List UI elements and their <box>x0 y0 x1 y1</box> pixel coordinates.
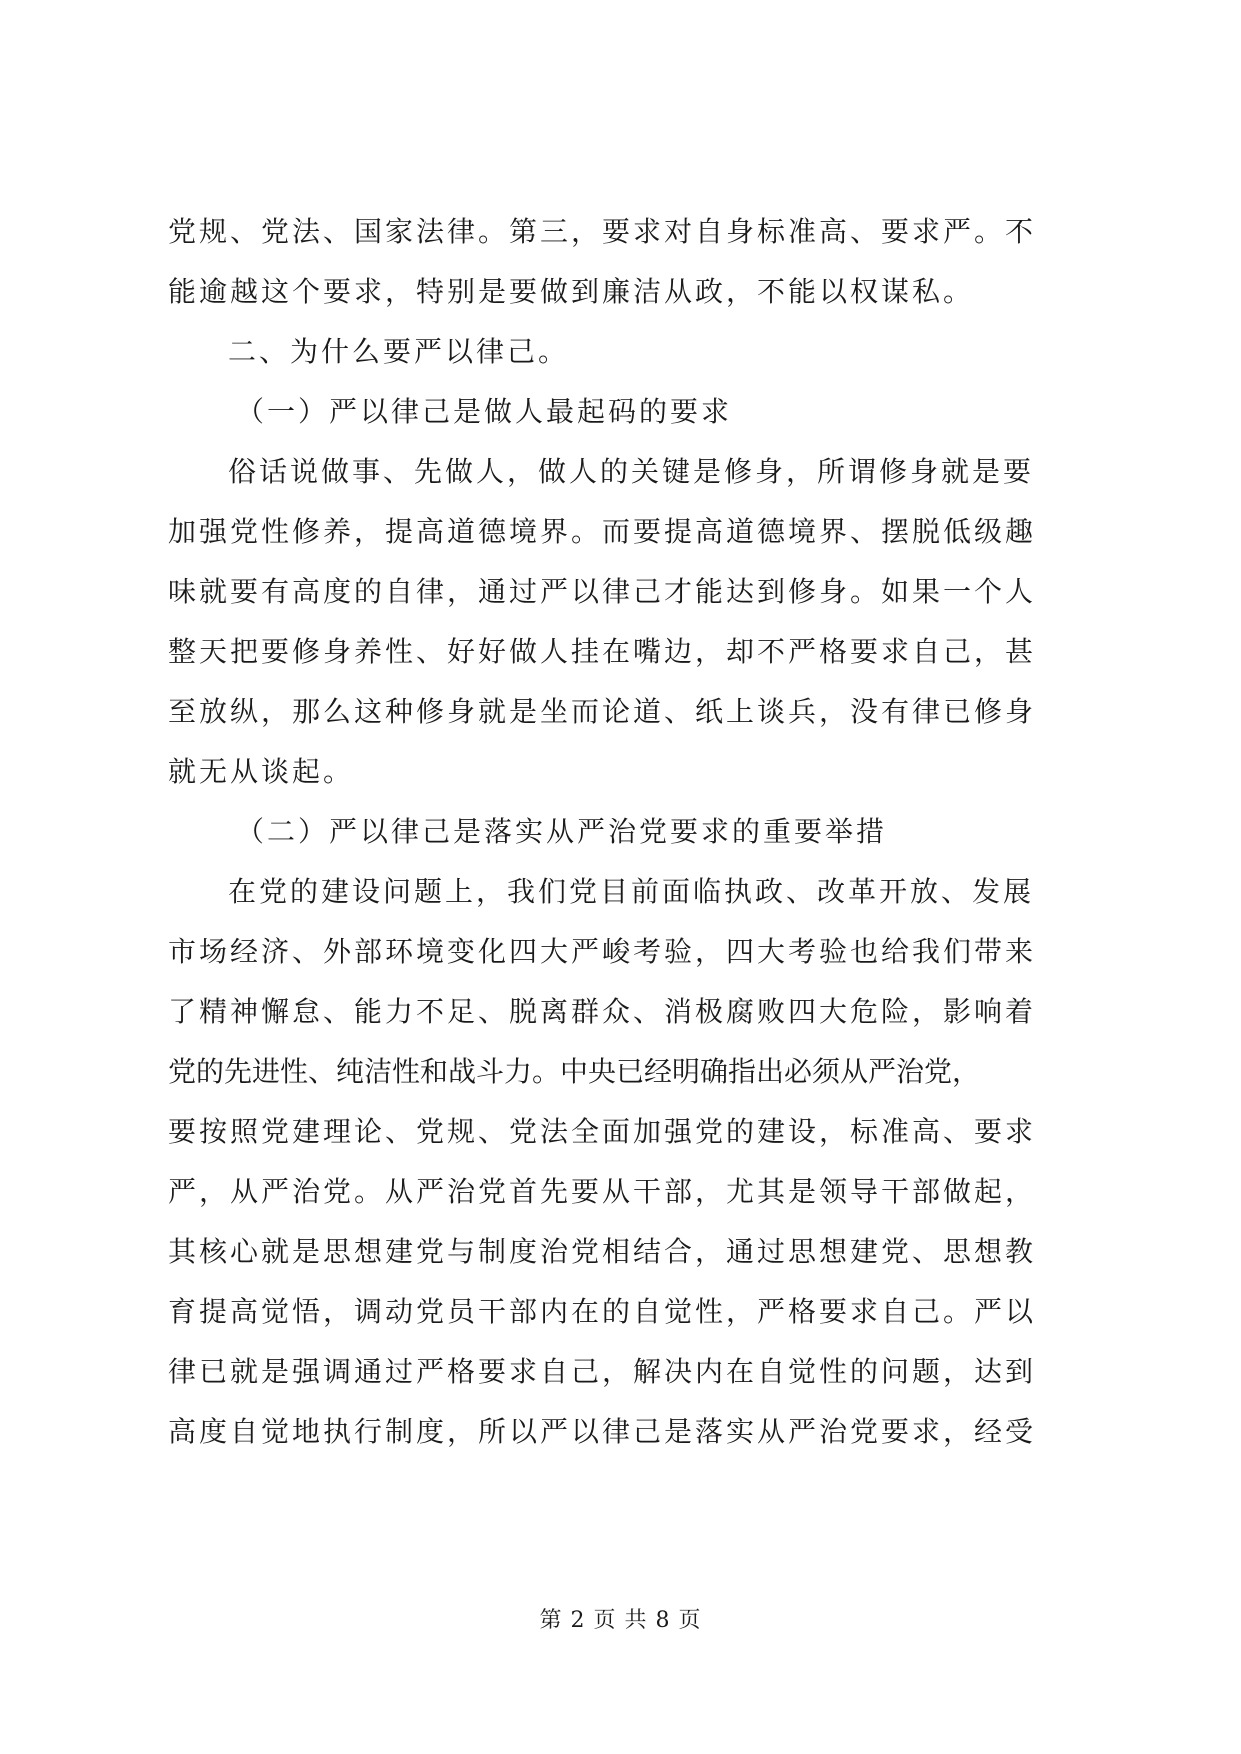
text-line: 整天把要修身养性、好好做人挂在嘴边，却不严格要求自己，甚 <box>168 635 1037 668</box>
text-line: 加强党性修养，提高道德境界。而要提高道德境界、摆脱低级趣 <box>168 515 1037 548</box>
text-line: 就无从谈起。 <box>168 755 355 788</box>
text-line: 育提高觉悟，调动党员干部内在的自觉性，严格要求自己。严以 <box>168 1295 1037 1328</box>
text-line: 要按照党建理论、党规、党法全面加强党的建设，标准高、要求 <box>168 1115 1037 1148</box>
section-heading: 二、为什么要严以律己。 <box>228 335 570 368</box>
text-line: 律已就是强调通过严格要求自己，解决内在自觉性的问题，达到 <box>168 1355 1037 1388</box>
page-number-footer: 第 2 页 共 8 页 <box>539 1608 702 1633</box>
paragraph-first-line: 俗话说做事、先做人，做人的关键是修身，所谓修身就是要 <box>228 455 1035 488</box>
text-line: 党规、党法、国家法律。第三，要求对自身标准高、要求严。不 <box>168 215 1037 248</box>
text-line: 严，从严治党。从严治党首先要从干部，尤其是领导干部做起， <box>168 1175 1037 1208</box>
text-line: 其核心就是思想建党与制度治党相结合，通过思想建党、思想教 <box>168 1235 1037 1268</box>
text-line: 了精神懈怠、能力不足、脱离群众、消极腐败四大危险，影响着 <box>168 995 1037 1028</box>
text-line: 能逾越这个要求，特别是要做到廉洁从政，不能以权谋私。 <box>168 275 975 308</box>
subsection-heading: （一）严以律己是做人最起码的要求 <box>236 395 733 428</box>
paragraph-first-line: 在党的建设问题上，我们党目前面临执政、改革开放、发展 <box>228 875 1035 908</box>
text-line: 党的先进性、纯洁性和战斗力。中央已经明确指出必须从严治党， <box>168 1055 981 1088</box>
text-line: 至放纵，那么这种修身就是坐而论道、纸上谈兵，没有律已修身 <box>168 695 1037 728</box>
text-line: 高度自觉地执行制度，所以严以律己是落实从严治党要求，经受 <box>168 1415 1037 1448</box>
subsection-heading: （二）严以律己是落实从严治党要求的重要举措 <box>236 815 888 848</box>
text-line: 味就要有高度的自律，通过严以律己才能达到修身。如果一个人 <box>168 575 1037 608</box>
text-line: 市场经济、外部环境变化四大严峻考验，四大考验也给我们带来 <box>168 935 1037 968</box>
